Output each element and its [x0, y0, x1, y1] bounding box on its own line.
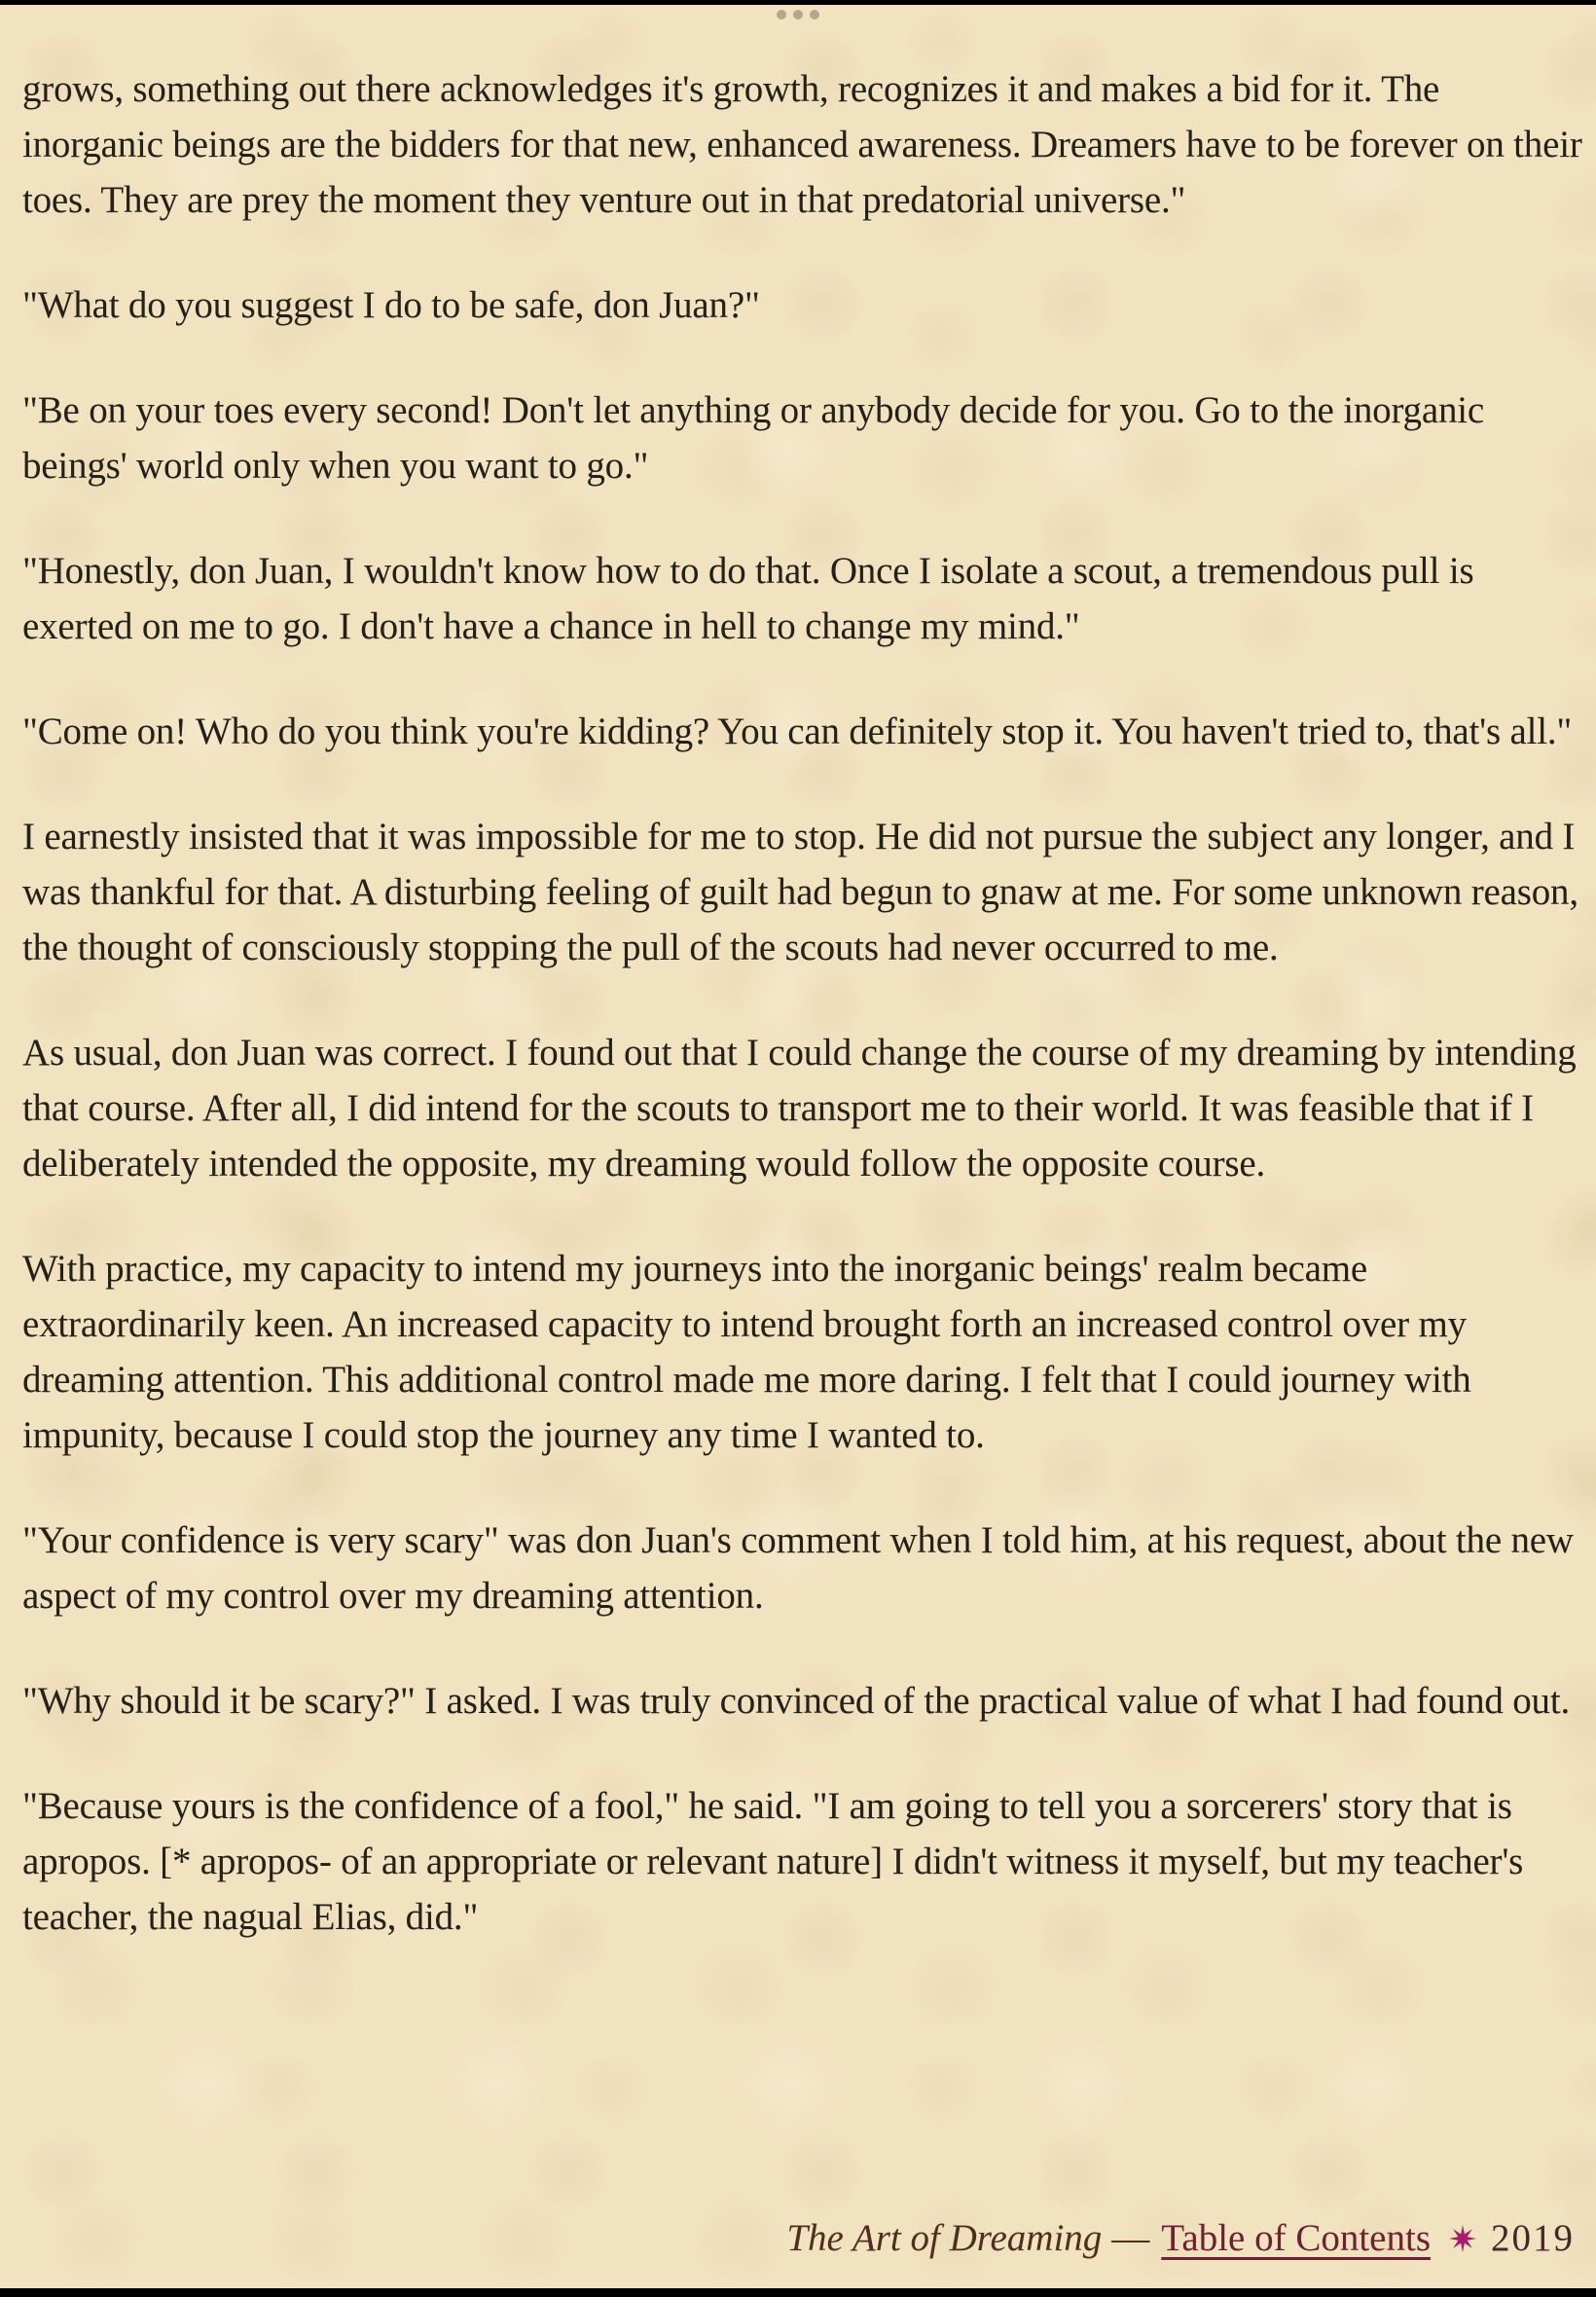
- paragraph: "What do you suggest I do to be safe, don Juan?": [22, 284, 760, 326]
- paragraph: "Your confidence is very scary" was don Juan's comment when I told him, at his request, about the new aspect of my control over my dreaming attention.: [22, 1519, 1574, 1617]
- page-footer: [786, 2215, 1575, 2262]
- paragraph: "Come on! Who do you think you're kidding? You can definitely stop it. You haven't tried to, that's all.": [22, 711, 1573, 752]
- paragraph: grows, something out there acknowledges it's growth, recognizes it and makes a bid for it. The inorganic beings are the bidders for that new, enhanced awareness. Dreamers have to be forever on their toes. They are prey the moment they venture out in that predatorial universe.": [22, 68, 1582, 221]
- table-of-contents-link[interactable]: Table of Contents: [1161, 2217, 1431, 2259]
- star-icon: [1448, 2224, 1477, 2253]
- paragraph: With practice, my capacity to intend my journeys into the inorganic beings' realm became extraordinarily keen. An increased capacity to intend brought forth an increased control over my dreaming attention. This additional control made me more daring. I felt that I could journey with impunity, because I could stop the journey any time I wanted to.: [22, 1248, 1471, 1456]
- paragraph: "Because yours is the confidence of a fool," he said. "I am going to tell you a sorcerers' story that is apropos. [* apropos- of an appropriate or relevant nature] I didn't witness it myself, but my teacher's teacher, the nagual Elias, did.": [22, 1785, 1524, 1938]
- paragraph: As usual, don Juan was correct. I found out that I could change the course of my dreaming by intending that course. After all, I did intend for the scouts to transport me to their world. It was feasible that if I deliberately intended the opposite, my dreaming would follow the opposite course.: [22, 1032, 1577, 1185]
- paragraphs-container: [22, 61, 1588, 1945]
- book-text-area: [0, 5, 1596, 1994]
- publication-year: 2019: [1491, 2217, 1575, 2259]
- separator-dash: —: [1111, 2217, 1150, 2259]
- bottom-edge-bar: [0, 2288, 1596, 2297]
- paragraph: I earnestly insisted that it was impossible for me to stop. He did not pursue the subject any longer, and I was thankful for that. A disturbing feeling of guilt had begun to gnaw at me. For some unknown reason, the thought of consciously stopping the pull of the scouts had never occurred to me.: [22, 816, 1578, 968]
- paragraph: "Honestly, don Juan, I wouldn't know how to do that. Once I isolate a scout, a tremendous pull is exerted on me to go. I don't have a chance in hell to change my mind.": [22, 550, 1474, 647]
- paragraph: "Why should it be scary?" I asked. I was truly convinced of the practical value of what I had found out.: [22, 1680, 1571, 1722]
- paragraph: "Be on your toes every second! Don't let anything or anybody decide for you. Go to the inorganic beings' world only when you want to go.": [22, 389, 1484, 487]
- book-title: The Art of Dreaming: [786, 2217, 1103, 2259]
